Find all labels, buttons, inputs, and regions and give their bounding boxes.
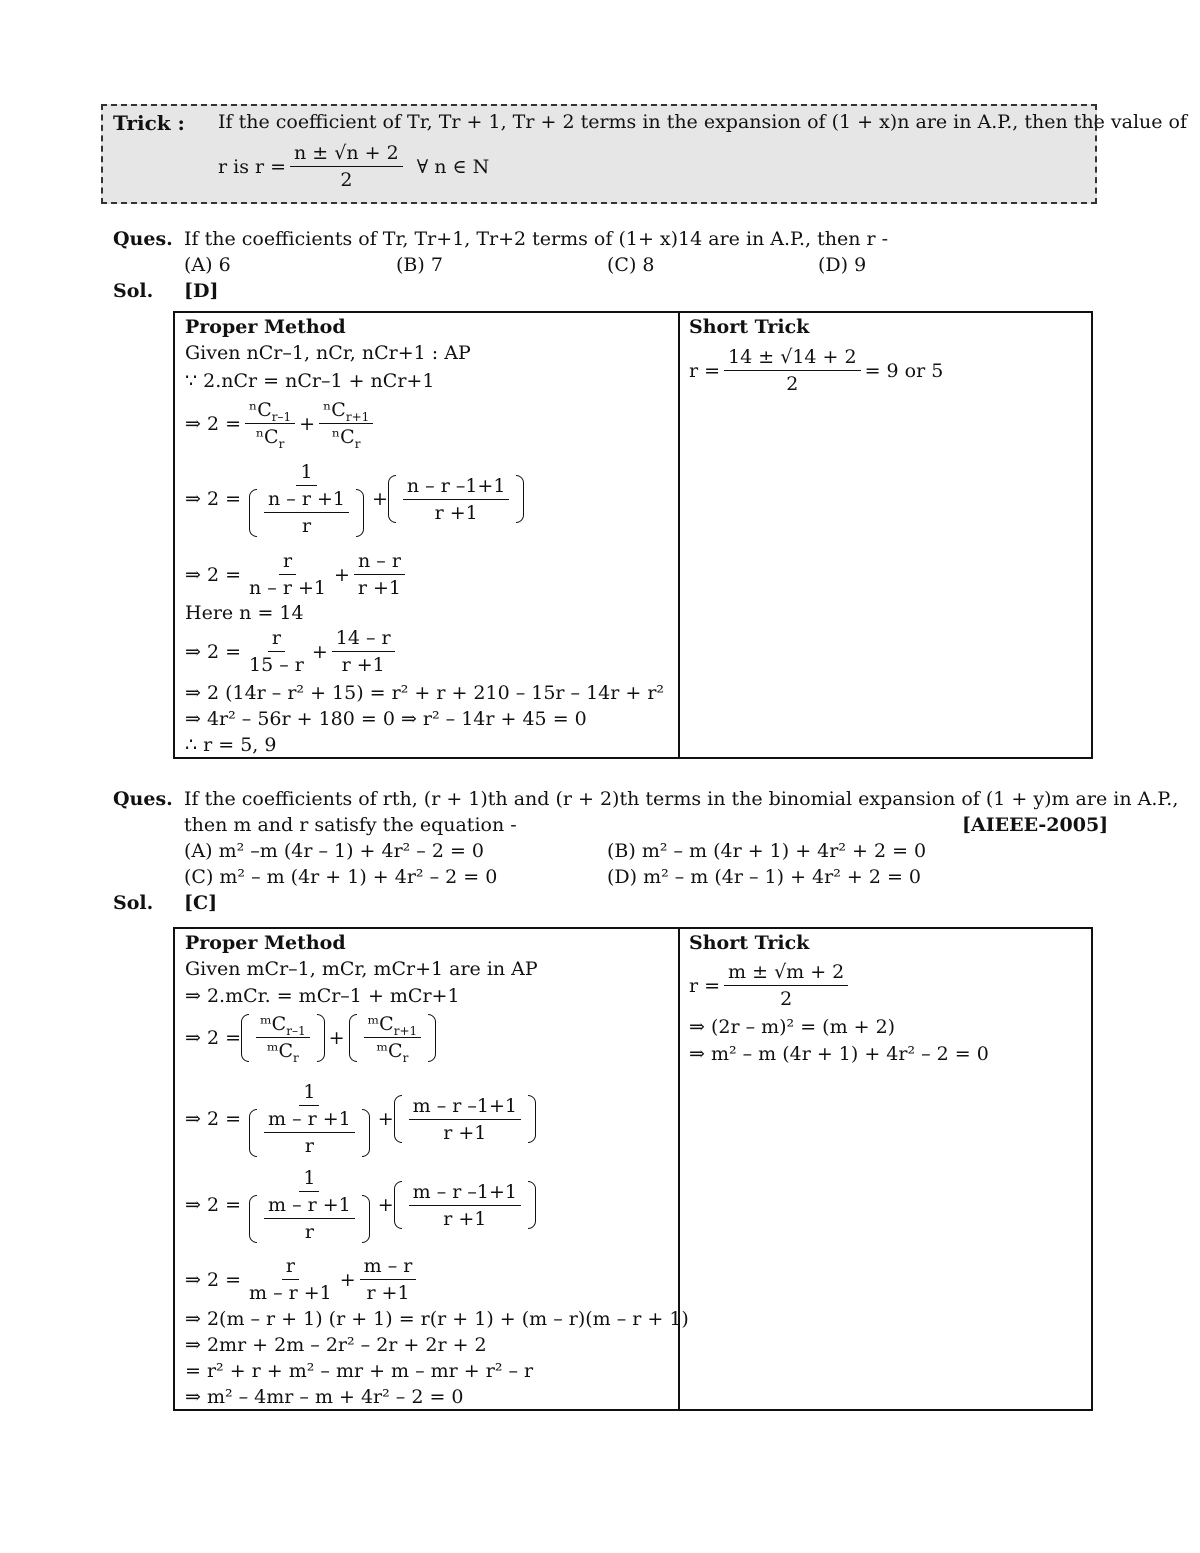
trick-den: 2 (340, 169, 353, 191)
q1-step1: ⇒ 2 = $\frac{^nC_{r-1}}{^nC_r}$ + $\frac{^nC_{r+1}}{^nC_r}$ (185, 399, 377, 448)
q2-short-line2: ⇒ (2r – m)² = (m + 2) (689, 1016, 896, 1038)
q1-here: Here n = 14 (185, 602, 304, 624)
q2-sol-label: Sol. (113, 892, 154, 914)
q2-line8: = r² + r + m² – mr + m – mr + r² – r (185, 1360, 534, 1382)
q1-option-a: (A) 6 (184, 254, 231, 276)
q1-line9: ∴ r = 5, 9 (185, 734, 277, 756)
q2-proper-title: Proper Method (185, 932, 346, 954)
q1-step2: ⇒ 2 = $\frac{1}{\frac{n - r +1}{r}}$ + $\frac{n - r -1+1}{r +1}$ (185, 461, 524, 537)
trick-num: n ± √n + 2 (290, 142, 403, 167)
q2-option-d: (D) m² – m (4r – 1) + 4r² + 2 = 0 (607, 866, 921, 888)
q1-short-den: 2 (786, 373, 799, 395)
trick-formula (218, 142, 489, 191)
q1-short-num: 14 ± √14 + 2 (724, 346, 861, 371)
q1-solution-table (173, 311, 1093, 759)
q2-short-num: m ± √m + 2 (724, 961, 848, 986)
trick-r-is: r is r = (218, 155, 287, 178)
q2-option-c: (C) m² – m (4r + 1) + 4r² – 2 = 0 (184, 866, 498, 888)
q1-step4: ⇒ 2 = $\frac{r}{15 - r}$ + $\frac{14 - r}{r +1}$ (185, 627, 399, 676)
q2-line2: ⇒ 2.mCr. = mCr–1 + mCr+1 (185, 985, 460, 1007)
q1-option-c: (C) 8 (607, 254, 655, 276)
q1-label: Ques. (113, 228, 173, 250)
q1-sol-label: Sol. (113, 280, 154, 302)
q1-option-d: (D) 9 (818, 254, 867, 276)
q2-line9: ⇒ m² – 4mr – m + 4r² – 2 = 0 (185, 1386, 464, 1408)
q2-step3: ⇒ 2 = $\frac{1}{\frac{m - r +1}{r}}$ + $\frac{m - r -1+1}{r +1}$ (185, 1167, 536, 1243)
q2-answer: [C] (184, 892, 218, 914)
q2-solution-table (173, 927, 1093, 1411)
q1-proper-title: Proper Method (185, 316, 346, 338)
trick-tail: ∀ n ∈ N (416, 155, 490, 178)
q1-answer: [D] (184, 280, 219, 302)
trick-line1: If the coefficient of Tr, Tr + 1, Tr + 2 terms in the expansion of (1 + x)n are in A.P., then the value of (218, 111, 1188, 133)
q1-line8: ⇒ 4r² – 56r + 180 = 0 ⇒ r² – 14r + 45 = 0 (185, 708, 587, 730)
q1-step3: ⇒ 2 = $\frac{r}{n - r +1}$ + $\frac{n - r}{r +1}$ (185, 550, 409, 599)
q2-short-title: Short Trick (689, 932, 810, 954)
q1-text: If the coefficients of Tr, Tr+1, Tr+2 terms of (1+ x)14 are in A.P., then r - (184, 228, 889, 250)
q2-option-b: (B) m² – m (4r + 1) + 4r² + 2 = 0 (607, 840, 927, 862)
q1-given: Given nCr–1, nCr, nCr+1 : AP (185, 342, 471, 364)
q2-source: [AIEEE-2005] (962, 814, 1109, 836)
q2-short-line3: ⇒ m² – m (4r + 1) + 4r² – 2 = 0 (689, 1043, 989, 1065)
q1-line7: ⇒ 2 (14r – r² + 15) = r² + r + 210 – 15r – 14r + r² (185, 682, 665, 704)
q2-line7: ⇒ 2mr + 2m – 2r² – 2r + 2r + 2 (185, 1334, 487, 1356)
q2-text: If the coefficients of rth, (r + 1)th and (r + 2)th terms in the binomial expansion of (1 + y)m are in A.P., (184, 788, 1179, 810)
q1-short-rhs: = 9 or 5 (864, 359, 944, 382)
q1-since: ∵ 2.nCr = nCr–1 + nCr+1 (185, 370, 435, 392)
q1-short-lhs: r = (689, 359, 721, 382)
q2-divider (678, 929, 680, 1409)
q2-short-den: 2 (780, 988, 793, 1010)
q2-step1: ⇒ 2 = $\frac{ᵐC_{r-1}}{ᵐC_r}$ + $\frac{ᵐC_{r+1}}{ᵐC_r}$ (185, 1013, 436, 1062)
q2-text2: then m and r satisfy the equation - (184, 814, 517, 836)
trick-label: Trick : (113, 111, 185, 135)
q2-option-a: (A) m² –m (4r – 1) + 4r² – 2 = 0 (184, 840, 485, 862)
q2-short-lhs: r = (689, 974, 721, 997)
q2-step4: ⇒ 2 = $\frac{r}{m - r +1}$ + $\frac{m - r}{r +1}$ (185, 1255, 420, 1304)
trick-fraction (290, 142, 403, 191)
q2-line6: ⇒ 2(m – r + 1) (r + 1) = r(r + 1) + (m – r)(m – r + 1) (185, 1308, 689, 1330)
q2-step2: ⇒ 2 = $\frac{1}{\frac{m - r +1}{r}}$ + $\frac{m - r -1+1}{r +1}$ (185, 1081, 536, 1157)
q1-short-title: Short Trick (689, 316, 810, 338)
q2-given: Given mCr–1, mCr, mCr+1 are in AP (185, 958, 538, 980)
q1-short-formula (689, 346, 943, 395)
q2-label: Ques. (113, 788, 173, 810)
q1-divider (678, 313, 680, 757)
q2-short-formula (689, 961, 852, 1010)
q1-option-b: (B) 7 (396, 254, 443, 276)
